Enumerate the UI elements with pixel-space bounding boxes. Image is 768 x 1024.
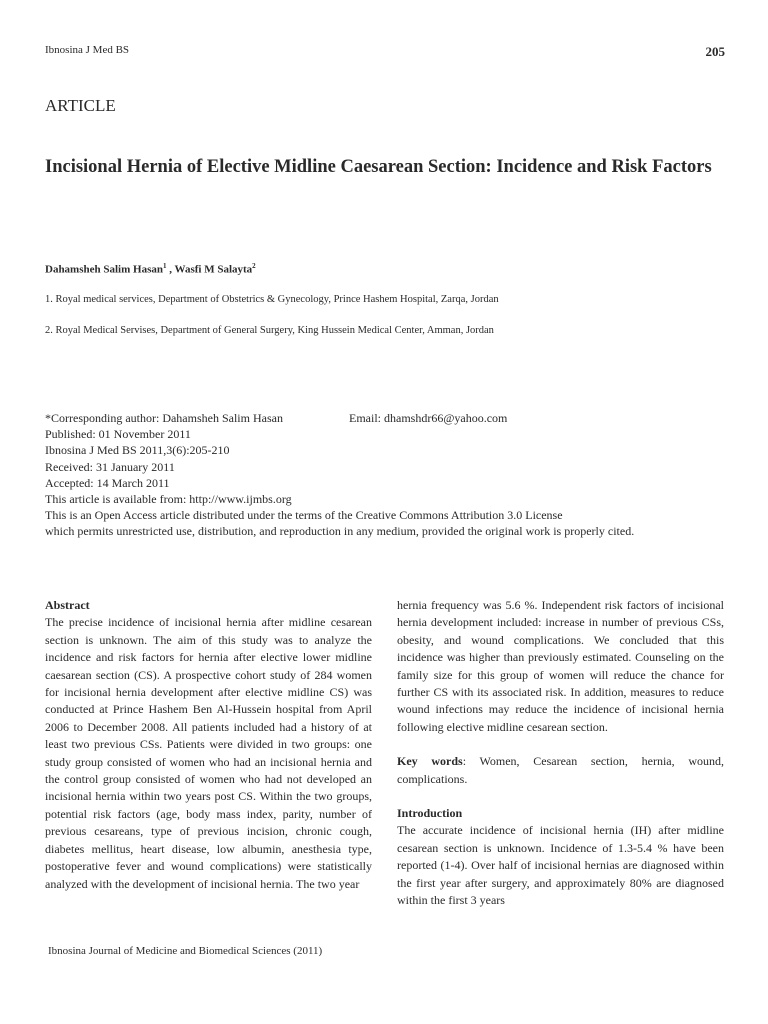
introduction-text: The accurate incidence of incisional hernia (IH) after midline cesarean section is unknown. Incidence of 1.3-5.4 % have been reported (1-4). Over half of incisional hernias are diagnosed within the first year after surgery, and approximately 80% are diagnosed within the first 3 years: [397, 823, 724, 908]
article-title: Incisional Hernia of Elective Midline Caesarean Section: Incidence and Risk Factors: [45, 157, 712, 177]
license-line-2: which permits unrestricted use, distribution, and reproduction in any medium, provided the original work is properly cited.: [45, 524, 635, 539]
page-footer: Ibnosina Journal of Medicine and Biomedical Sciences (2011): [48, 945, 323, 957]
abstract-text: The precise incidence of incisional hernia after midline cesarean section is unknown. The aim of this study was to analyze the incidence and risk factors for hernia after elective lower midline caesarean section (CS). A prospective cohort study of 284 women for incisional hernia development after elective midline CS) was conducted at Prince Hashem Ben Al-Hussein hospital from April 2006 to December 2008. All patients included had a history of at least two previous CSs. Patients were divided in two groups: one study group consisted of women who had an incisional hernia and the control group consisted of women who had not developed an incisional hernia within two years post CS. Within the two groups, potential risk factors (age, body mass index, parity, number of previous cesareans, type of previous incision, chronic cough, diabetes mellitus, heart disease, low albumin, anesthesia type, postoperative fever and wound complications) were statistically analyzed with the development of incisional hernia. The two year: [45, 615, 372, 891]
keywords-label: Key words: [397, 754, 463, 769]
affiliation-marker: 1: [162, 262, 167, 270]
introduction-heading: Introduction: [397, 806, 463, 821]
received-date: Received: 31 January 2011: [45, 459, 175, 474]
corresponding-author: *Corresponding author: Dahamsheh Salim Hasan: [45, 411, 283, 425]
availability-link[interactable]: This article is available from: http://www.ijmbs.org: [45, 492, 292, 507]
author-name: Wasfi M Salayta: [174, 263, 253, 276]
author-list: [45, 262, 256, 276]
page-number: 205: [705, 44, 725, 59]
accepted-date: Accepted: 14 March 2011: [45, 475, 170, 490]
right-column: [397, 597, 724, 910]
author-name: Dahamsheh Salim Hasan: [45, 263, 163, 276]
published-date: Published: 01 November 2011: [45, 427, 191, 442]
citation: Ibnosina J Med BS 2011,3(6):205-210: [45, 443, 230, 458]
abstract-text-continued: hernia frequency was 5.6 %. Independent risk factors of incisional hernia development included: increase in number of previous CSs, obesity, and wound complications. We concluded that this incidence was higher than previously estimated. Counseling on the family size for this group of women will reduce the chance for further CS with its associated risk. In addition, measures to reduce wound infections may reduce the incidence of incisional hernia following elective midline cesarean section.: [397, 598, 724, 734]
affiliation-1: 1. Royal medical services, Department of Obstetrics & Gynecology, Prince Hashem Hospital, Zarqa, Jordan: [45, 294, 499, 305]
author-separator: ,: [166, 263, 175, 276]
keywords-text: : Women, Cesarean section, hernia, wound, complications.: [397, 754, 724, 786]
abstract-heading: Abstract: [45, 598, 90, 612]
affiliation-2: 2. Royal Medical Servises, Department of General Surgery, King Hussein Medical Center, Amman, Jordan: [45, 325, 494, 336]
keywords: [397, 753, 724, 788]
article-metadata: [45, 410, 735, 540]
license-line-1: This is an Open Access article distributed under the terms of the Creative Commons Attribution 3.0 License: [45, 508, 563, 523]
article-type-label: ARTICLE: [45, 96, 116, 115]
journal-header: Ibnosina J Med BS: [45, 44, 130, 56]
affiliation-marker: 2: [252, 262, 256, 270]
left-column: [45, 597, 372, 893]
author-email[interactable]: Email: dhamshdr66@yahoo.com: [349, 411, 508, 425]
